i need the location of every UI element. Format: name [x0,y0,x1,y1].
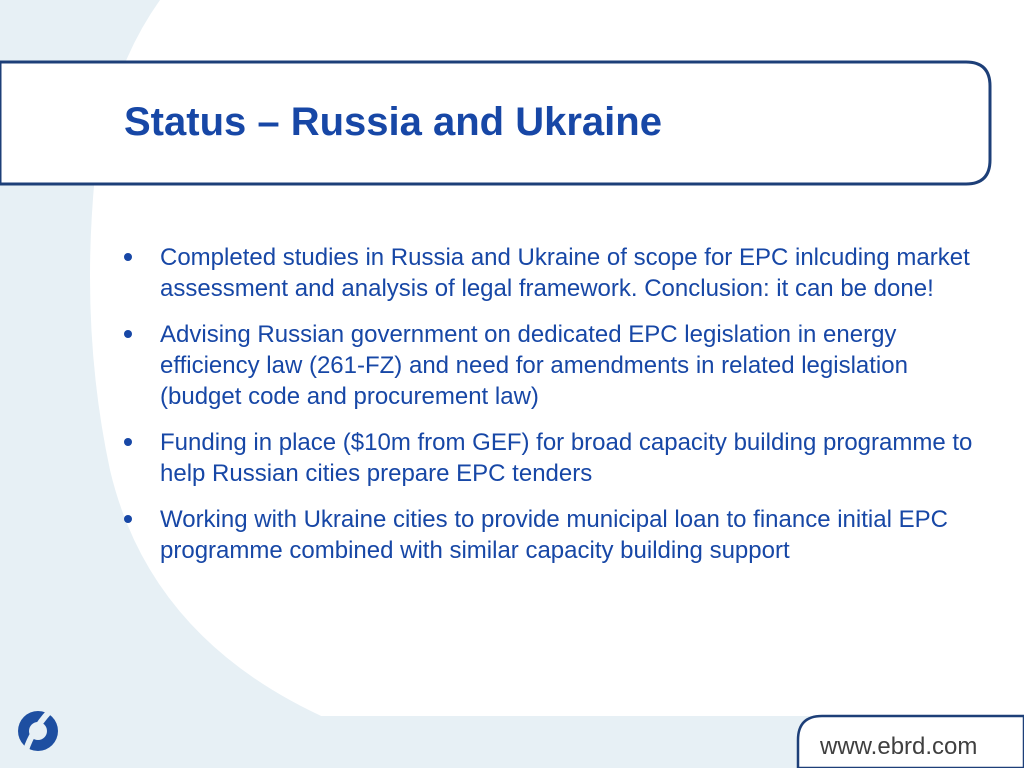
bullet-dot-icon [124,330,132,338]
bullet-text: Funding in place ($10m from GEF) for broad capacity building programme to help Russian cities prepare EPC tenders [160,429,973,487]
slide-title: Status – Russia and Ukraine [124,100,662,144]
bullet-dot-icon [124,253,132,261]
bullet-item [122,427,992,489]
bullet-text: Completed studies in Russia and Ukraine of scope for EPC inlcuding market assessment and analysis of legal framework. Conclusion: it can be done! [160,244,970,302]
bullet-dot-icon [124,438,132,446]
bullet-item [122,319,992,412]
bullet-list [122,242,992,581]
bullet-dot-icon [124,515,132,523]
bullet-text: Advising Russian government on dedicated EPC legislation in energy efficiency law (261-FZ) and need for amendments in related legislation (budget code and procurement law) [160,321,908,410]
bullet-item [122,504,992,566]
bullet-item [122,242,992,304]
bullet-text: Working with Ukraine cities to provide municipal loan to finance initial EPC programme combined with similar capacity building support [160,506,948,564]
footer-url: www.ebrd.com [820,733,978,760]
ebrd-logo-icon [18,711,58,751]
